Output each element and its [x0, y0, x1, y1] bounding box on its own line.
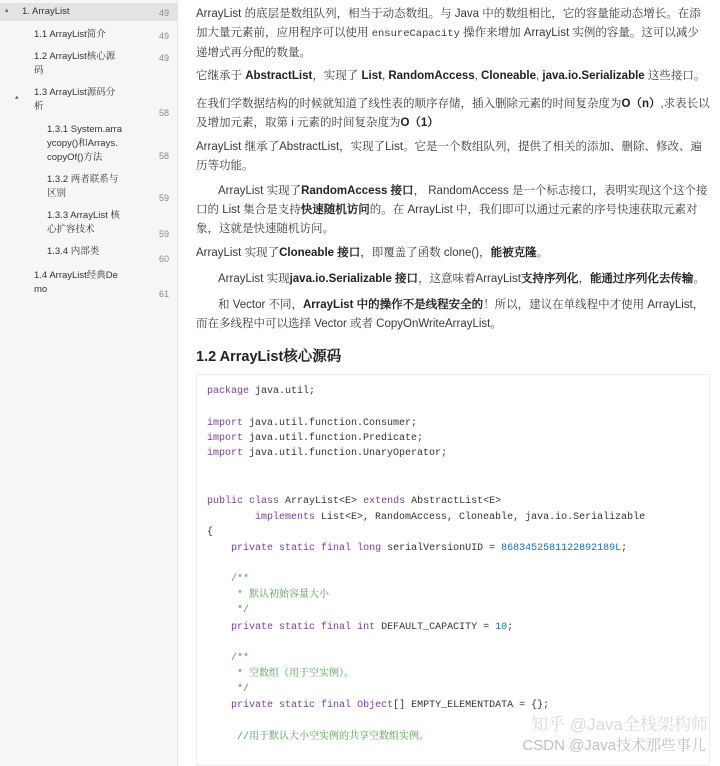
code-line-import: import java.util.function.Consumer;	[207, 418, 418, 429]
toc-item-1-3-4[interactable]	[0, 243, 178, 264]
toc-page-number: 49	[158, 53, 169, 63]
toc-item-1-3[interactable]	[0, 84, 178, 118]
toc-page-number: 58	[158, 151, 169, 161]
collapse-arrow-icon[interactable]: ▴	[5, 7, 9, 14]
code-line-implements: implements List<E>, RandomAccess, Cloneable, java.io.Serializable	[255, 512, 646, 523]
code-line-default-capacity: private static final int DEFAULT_CAPACITY = 10;	[231, 622, 514, 633]
paragraph-inheritance: 它继承于 AbstractList，实现了 List, RandomAccess, Cloneable, java.io.Serializable 这些接口。	[196, 70, 706, 82]
section-heading: 1.2 ArrayList核心源码	[196, 349, 342, 365]
code-comment: /**	[207, 653, 250, 664]
toc-item-arraylist[interactable]	[0, 3, 178, 21]
toc-item-1-3-2[interactable]	[0, 171, 178, 201]
toc-label: 1.3.4 内部类	[47, 246, 100, 257]
code-comment: */	[207, 684, 250, 695]
toc-label: 1.3 ArrayList源码分 析	[34, 87, 116, 112]
toc-label: 1. ArrayList	[22, 6, 70, 17]
toc-page-number: 61	[158, 289, 169, 299]
code-line-serial-version: private static final long serialVersionUID = 8683452581122892189L;	[231, 543, 628, 554]
toc-label: 1.1 ArrayList简介	[34, 29, 106, 40]
paragraph-complexity: 在我们学数据结构的时候就知道了线性表的顺序存储，插入删除元素的时间复杂度为O（n）,求表长以及增加元素，取第 i 元素的时间复杂度为O（1）	[196, 98, 710, 129]
code-comment: * 默认初始容量大小	[207, 590, 330, 601]
code-line-open-brace: {	[207, 527, 214, 538]
toc-label: 1.3.3 ArrayList 核 心扩容技术	[47, 210, 120, 235]
table-of-contents	[0, 0, 178, 766]
toc-page-number: 58	[158, 108, 169, 118]
zhihu-watermark: 知乎 @Java全栈架构师	[531, 715, 708, 734]
paragraph-abstractlist: ArrayList 继承了AbstractList，实现了List。它是一个数组队列，提供了相关的添加、删除、修改、遍历等功能。	[196, 141, 703, 172]
toc-item-1-3-3[interactable]	[0, 207, 178, 237]
toc-item-1-1[interactable]	[0, 26, 178, 44]
toc-page-number: 49	[158, 8, 169, 18]
collapse-arrow-icon[interactable]: ▴	[15, 94, 19, 101]
toc-item-1-4[interactable]	[0, 267, 178, 297]
toc-page-number: 60	[158, 254, 169, 264]
code-comment: */	[207, 605, 250, 616]
toc-label: 1.3.2 两者联系与 区别	[47, 174, 119, 199]
paragraph-intro: ArrayList 的底层是数组队列，相当于动态数组。与 Java 中的数组相比，它的容量能动态增长。在添加大量元素前，应用程序可以使用 ensureCapacity 操作来增加 ArrayList 实例的容量。这可以减少递增式再分配的数量。	[196, 8, 701, 59]
toc-item-1-2[interactable]	[0, 48, 178, 78]
code-block[interactable]	[196, 374, 710, 766]
paragraph-thread-safety: 和 Vector 不同，ArrayList 中的操作不是线程安全的！所以，建议在单线程中才使用 ArrayList，而在多线程中可以选择 Vector 或者 CopyOnWriteArrayList。	[196, 299, 705, 330]
toc-page-number: 59	[158, 229, 169, 239]
code-comment: //用于默认大小空实例的共享空数组实例。	[207, 732, 430, 743]
paragraph-cloneable: ArrayList 实现了Cloneable 接口，即覆盖了函数 clone()，能被克隆。	[196, 247, 549, 259]
toc-label: 1.2 ArrayList核心源 码	[34, 51, 116, 76]
toc-item-1-3-1[interactable]	[0, 121, 178, 165]
toc-page-number: 49	[158, 31, 169, 41]
paragraph-serializable: ArrayList 实现java.io.Serializable 接口，这意味着ArrayList支持序列化，能通过序列化去传输。	[218, 273, 705, 285]
code-line-class-declaration: public class ArrayList<E> extends AbstractList<E>	[207, 496, 502, 507]
toc-label: 1.4 ArrayList经典De mo	[34, 270, 118, 295]
code-line-empty-elementdata: private static final Object[] EMPTY_ELEMENTDATA = {};	[231, 700, 550, 711]
toc-label: 1.3.1 System.arra ycopy()和Arrays. copyOf()方法	[47, 124, 122, 163]
code-line-package: package java.util;	[207, 386, 316, 397]
code-comment: * 空数组（用于空实例）。	[207, 669, 355, 680]
paragraph-randomaccess: ArrayList 实现了RandomAccess 接口， RandomAccess 是一个标志接口，表明实现这个这个接口的 List 集合是支持快速随机访问的。在 ArrayList 中，我们即可以通过元素的序号快速获取元素对象，这就是快速随机访问。	[196, 185, 708, 235]
code-comment: /**	[207, 574, 250, 585]
code-line-import: import java.util.function.UnaryOperator;	[207, 448, 448, 459]
toc-page-number: 59	[158, 193, 169, 203]
code-line-import: import java.util.function.Predicate;	[207, 433, 424, 444]
csdn-watermark: CSDN @Java技术那些事儿	[522, 737, 706, 754]
